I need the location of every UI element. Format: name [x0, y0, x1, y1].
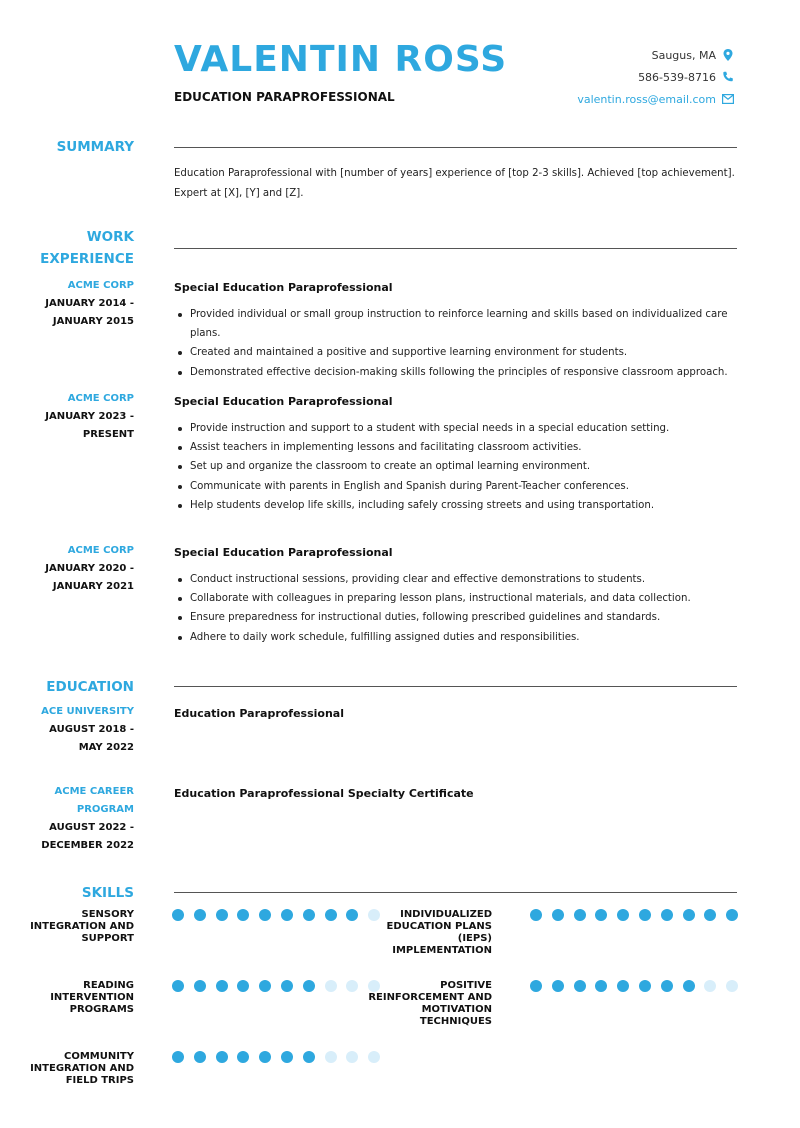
rating-dot-filled: [552, 909, 564, 921]
summary-text: Education Paraprofessional with [number of years] experience of [top 2-3 skills]. Achieved [top achievement]. Expert at [X], [Y] and [Z].: [174, 168, 735, 199]
rating-dot-filled: [639, 980, 651, 992]
rating-dot-empty: [346, 980, 358, 992]
skill-name-line: EDUCATION PLANS: [386, 921, 492, 932]
education-dates: AUGUST 2018 -: [49, 724, 134, 735]
school-name: ACE UNIVERSITY: [41, 706, 134, 717]
education-dates: DECEMBER 2022: [41, 840, 134, 851]
skill-name-line: SUPPORT: [81, 933, 134, 944]
job-company: ACME CORP: [67, 393, 134, 404]
job-title: Special Education Paraprofessional: [174, 395, 393, 408]
job-company: ACME CORP: [67, 280, 134, 291]
list-item: Communicate with parents in English and Spanish during Parent-Teacher conferences.: [174, 477, 737, 496]
rating-dot-filled: [237, 980, 249, 992]
education-heading: EDUCATION: [46, 679, 134, 695]
list-item: Conduct instructional sessions, providing clear and effective demonstrations to students.: [174, 570, 737, 589]
skill-name-line: INDIVIDUALIZED: [400, 909, 492, 920]
rating-dot-filled: [172, 909, 184, 921]
rating-dot-filled: [595, 909, 607, 921]
skill-rating: [172, 909, 390, 921]
rating-dot-filled: [281, 909, 293, 921]
skill-name-line: READING: [83, 980, 134, 991]
job-details: [174, 280, 737, 382]
rating-dot-filled: [574, 980, 586, 992]
job-company: ACME CORP: [67, 545, 134, 556]
rating-dot-filled: [574, 909, 586, 921]
rating-dot-filled: [172, 1051, 184, 1063]
work-heading-line2: EXPERIENCE: [40, 251, 134, 267]
rating-dot-filled: [639, 909, 651, 921]
school-name: ACME CAREER: [54, 786, 134, 797]
education-meta: [14, 783, 134, 855]
job-dates: JANUARY 2015: [52, 316, 134, 327]
job-dates: JANUARY 2014 -: [45, 298, 134, 309]
candidate-title: EDUCATION PARAPROFESSIONAL: [174, 90, 395, 104]
rating-dot-filled: [259, 980, 271, 992]
list-item: Adhere to daily work schedule, fulfilling assigned duties and responsibilities.: [174, 628, 737, 647]
rating-dot-filled: [303, 909, 315, 921]
rating-dot-filled: [237, 1051, 249, 1063]
job-title: Special Education Paraprofessional: [174, 546, 393, 559]
skill-name-line: (IEPS): [457, 933, 492, 944]
summary-divider: [174, 147, 737, 148]
rating-dot-filled: [661, 909, 673, 921]
list-item: Assist teachers in implementing lessons and facilitating classroom activities.: [174, 438, 737, 457]
job-meta: [14, 542, 134, 596]
rating-dot-filled: [194, 909, 206, 921]
email-link[interactable]: valentin.ross@email.com: [577, 92, 716, 106]
skills-heading: SKILLS: [81, 885, 134, 901]
rating-dot-filled: [281, 980, 293, 992]
rating-dot-filled: [661, 980, 673, 992]
rating-dot-filled: [237, 909, 249, 921]
skill-name-line: TECHNIQUES: [419, 1016, 492, 1027]
education-divider: [174, 686, 737, 687]
rating-dot-empty: [325, 980, 337, 992]
job-bullets: [174, 419, 737, 515]
degree-title: Education Paraprofessional Specialty Certificate: [174, 787, 474, 800]
list-item: Collaborate with colleagues in preparing lesson plans, instructional materials, and data collection.: [174, 589, 737, 608]
rating-dot-empty: [325, 1051, 337, 1063]
list-item: Created and maintained a positive and supportive learning environment for students.: [174, 343, 737, 362]
work-heading-line1: WORK: [86, 229, 134, 245]
rating-dot-filled: [530, 980, 542, 992]
skill-name-line: INTERVENTION: [50, 992, 134, 1003]
resume-header: [174, 38, 734, 118]
rating-dot-filled: [346, 909, 358, 921]
work-divider: [174, 248, 737, 249]
education-dates: MAY 2022: [78, 742, 134, 753]
skill-rating: [530, 909, 748, 921]
map-pin-icon: [722, 49, 734, 61]
skill-name-line: PROGRAMS: [69, 1004, 134, 1015]
location-text: Saugus, MA: [651, 48, 716, 62]
list-item: Ensure preparedness for instructional duties, following prescribed guidelines and standards.: [174, 608, 737, 627]
rating-dot-filled: [683, 909, 695, 921]
job-bullets: [174, 570, 737, 647]
skill-rating: [172, 980, 390, 992]
job-meta: [14, 277, 134, 331]
skill-name-line: FIELD TRIPS: [65, 1075, 134, 1086]
list-item: Demonstrated effective decision-making skills following the principles of responsive classroom approach.: [174, 363, 737, 382]
skills-section: [0, 882, 800, 1112]
list-item: Provided individual or small group instruction to reinforce learning and skills based on individualized care plans.: [174, 305, 737, 343]
education-meta: [14, 703, 134, 757]
skill-rating: [530, 980, 748, 992]
skill-name-line: MOTIVATION: [421, 1004, 492, 1015]
envelope-icon: [722, 93, 734, 105]
rating-dot-filled: [216, 909, 228, 921]
rating-dot-filled: [595, 980, 607, 992]
job-bullets: [174, 305, 737, 382]
rating-dot-filled: [194, 980, 206, 992]
skill-name: [362, 909, 492, 957]
job-dates: JANUARY 2020 -: [45, 563, 134, 574]
rating-dot-filled: [325, 909, 337, 921]
skill-name-line: INTEGRATION AND: [30, 1063, 134, 1074]
rating-dot-filled: [216, 1051, 228, 1063]
job-title: Special Education Paraprofessional: [174, 281, 393, 294]
rating-dot-filled: [552, 980, 564, 992]
candidate-name: VALENTIN ROSS: [174, 39, 508, 80]
skill-name-line: SENSORY: [81, 909, 134, 920]
rating-dot-filled: [303, 980, 315, 992]
skill-rating: [172, 1051, 390, 1063]
school-name: PROGRAM: [76, 804, 134, 815]
degree-title: Education Paraprofessional: [174, 707, 344, 720]
skill-name-line: IMPLEMENTATION: [392, 945, 492, 956]
rating-dot-filled: [303, 1051, 315, 1063]
skills-divider: [174, 892, 737, 893]
rating-dot-filled: [216, 980, 228, 992]
skill-name: [14, 909, 134, 945]
list-item: Help students develop life skills, including safely crossing streets and using transportation.: [174, 496, 737, 515]
rating-dot-filled: [259, 909, 271, 921]
summary-heading: SUMMARY: [56, 139, 134, 155]
phone-row: [577, 66, 734, 88]
skill-name: [14, 1051, 134, 1087]
rating-dot-empty: [346, 1051, 358, 1063]
rating-dot-empty: [368, 1051, 380, 1063]
rating-dot-filled: [726, 909, 738, 921]
rating-dot-empty: [726, 980, 738, 992]
rating-dot-filled: [259, 1051, 271, 1063]
skill-name-line: COMMUNITY: [63, 1051, 134, 1062]
rating-dot-filled: [194, 1051, 206, 1063]
list-item: Provide instruction and support to a student with special needs in a special education setting.: [174, 419, 737, 438]
skill-name-line: INTEGRATION AND: [30, 921, 134, 932]
rating-dot-empty: [704, 980, 716, 992]
job-dates: PRESENT: [82, 429, 134, 440]
list-item: Set up and organize the classroom to create an optimal learning environment.: [174, 457, 737, 476]
skill-name: [362, 980, 492, 1028]
skill-name: [14, 980, 134, 1016]
phone-icon: [722, 71, 734, 83]
contact-info: [577, 44, 734, 110]
rating-dot-filled: [617, 980, 629, 992]
rating-dot-filled: [281, 1051, 293, 1063]
rating-dot-filled: [704, 909, 716, 921]
rating-dot-filled: [617, 909, 629, 921]
job-details: [174, 394, 737, 515]
education-dates: AUGUST 2022 -: [49, 822, 134, 833]
rating-dot-filled: [172, 980, 184, 992]
skill-name-line: REINFORCEMENT AND: [368, 992, 492, 1003]
job-meta: [14, 390, 134, 444]
job-details: [174, 545, 737, 647]
phone-text: 586-539-8716: [638, 70, 716, 84]
job-dates: JANUARY 2023 -: [45, 411, 134, 422]
location-row: [577, 44, 734, 66]
email-row[interactable]: [577, 88, 734, 110]
skill-name-line: POSITIVE: [440, 980, 492, 991]
job-dates: JANUARY 2021: [52, 581, 134, 592]
rating-dot-filled: [683, 980, 695, 992]
work-heading: [24, 226, 134, 270]
rating-dot-filled: [530, 909, 542, 921]
